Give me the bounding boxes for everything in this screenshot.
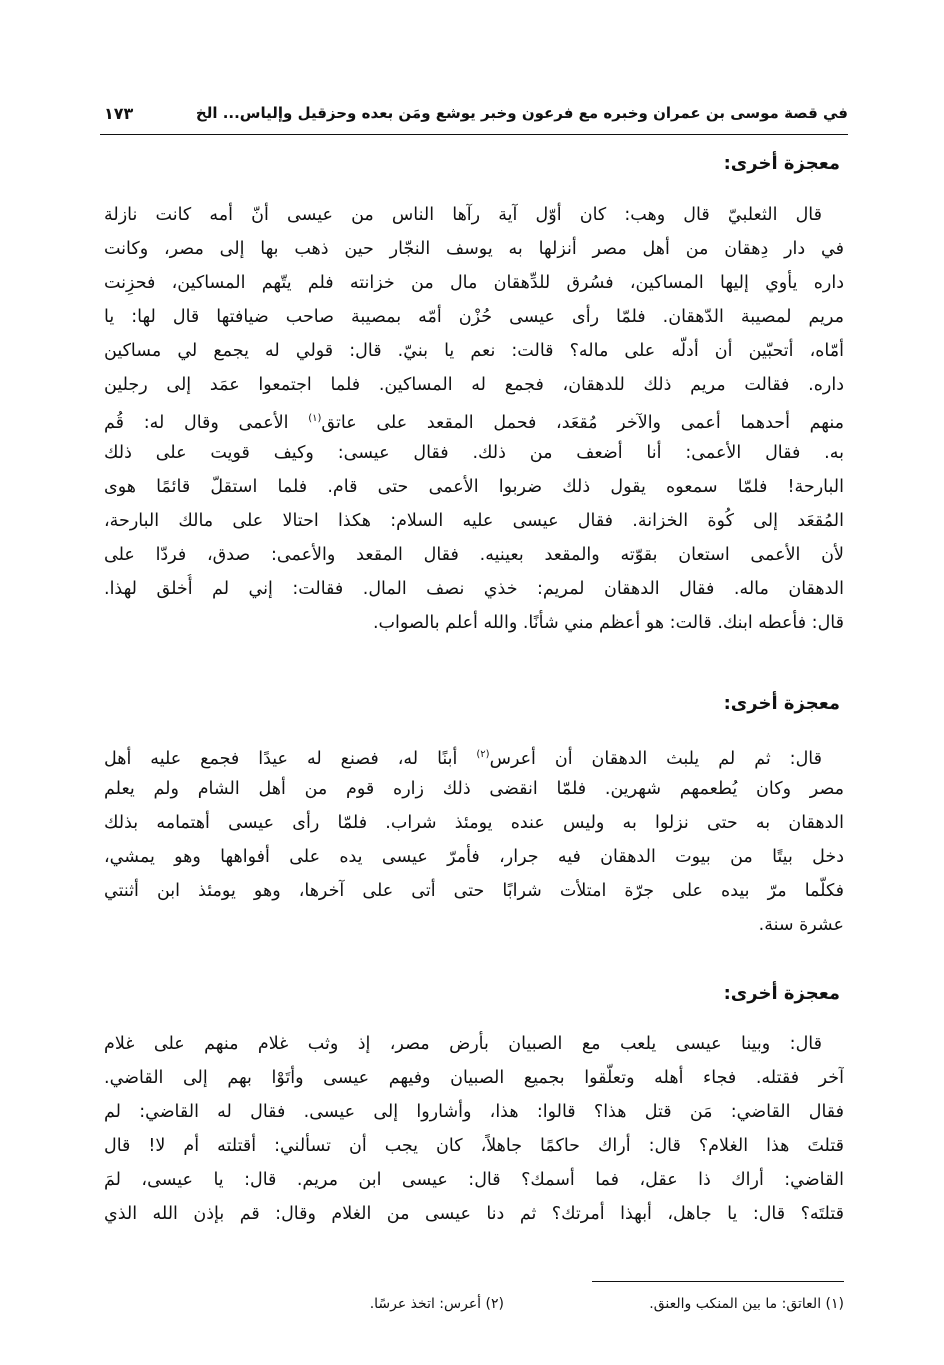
text-line: قال: فأعطه ابنك. قالت: هو أعظم مني شأنًا. والله أعلم بالصواب.	[372, 613, 844, 633]
text-line: قتلتَه؟ قال: يا جاهل، أبهذا أمرتك؟ ثم دنا عيسى من الغلام وقال: قم بإذن الله الذي	[104, 1204, 844, 1224]
text-segment: الأعمى وقال له: قُم	[104, 412, 289, 433]
running-header	[100, 100, 848, 135]
section-heading: معجزة أخرى:	[723, 693, 840, 714]
text-line: آخر فقتله. فجاء أهله وتعلّقوا بجميع الصبيان وفيهم عيسى وأتَوْا بهم إلى القاضي.	[104, 1068, 844, 1088]
text-line: داره. فقالت مريم ذلك للدهقان، فجمع له المساكين. فلما اجتمعوا عمَد إلى رجلين	[104, 375, 844, 395]
text-line: مريم لمصيبة الدّهقان. فلمّا رأى عيسى حُزْن أمّه بمصيبة صاحب ضيافتها قال لها: يا	[104, 307, 844, 327]
text-line: الدهقان ماله. فقال الدهقان لمريم: خذي نصف المال. فقالت: إني لم أُخلق لهذا.	[104, 579, 844, 599]
text-segment: قال: ثم لم يلبث الدهقان أن أعرس	[489, 748, 822, 769]
text-segment: منهم أحدهما أعمى والآخر مُقعَد، فحمل المقعد على عاتق	[321, 412, 844, 433]
text-line: البارحة! فلمّا سمعوه يقول ذلك ضربوا الأعمى حتى قام. فلما استقلّ قائمًا هوى	[104, 477, 844, 497]
section-heading: معجزة أخرى:	[723, 983, 840, 1004]
text-line: في دار دِهقان من أهل مصر أنزلها به يوسف النجّار حين ذهب بها إلى مصر، وكانت	[104, 239, 844, 259]
text-line: المُقعَد إلى كُوة الخزانة. فقال عيسى عليه السلام: هكذا احتالا على مالك البارحة،	[104, 511, 844, 531]
section-heading: معجزة أخرى:	[723, 153, 840, 174]
text-line: قتلتَ هذا الغلام؟ قال: أراك حاكمًا جاهلاً، كان يجب أن تسألني: أقتلته أم لا! قال	[104, 1136, 844, 1156]
footnote-divider	[592, 1281, 844, 1282]
text-line: الدهقان به حتى نزلوا به وليس عنده يومئذ شراب. فلمّا رأى عيسى أهتمامه بذلك	[104, 813, 844, 833]
header-title: في قصة موسى بن عمران وخبره مع فرعون وخبر يوشع ومَن بعده وحزقيل وإلياس... الخ	[195, 104, 848, 122]
text-line: مصر وكان يُطعمهم شهرين. فلمّا انقضى ذلك زاره قوم من أهل الشام ولم يعلم	[104, 779, 844, 799]
footnote-ref: (٢)	[476, 749, 490, 760]
text-line: داره يأوي إليها المساكين، فسُرق للدِّهقان مال من خزانته فلم يتّهم المساكين، فحزِنت	[104, 273, 844, 293]
text-line: قال الثعلبيّ قال وهب: كان أوّل آية رآها الناس من عيسى أنّ أمه كانت نازلة	[104, 205, 822, 225]
text-line	[104, 740, 844, 770]
text-line: دخل بيتًا من بيوت الدهقان فيه جرار، فأمرّ عيسى يده على أفواهها وهو يمشي،	[104, 847, 844, 867]
text-segment: أبنًا له، فصنع له عيدًا فجمع عليه أهل	[104, 748, 458, 769]
text-line: فقال القاضي: مَن قتل هذا؟ قالوا: هذا، وأشاروا إلى عيسى. فقال له القاضي: لم	[104, 1102, 844, 1122]
footnote: (١) العاتق: ما بين المنكب والعنق.	[649, 1296, 844, 1312]
footnote: (٢) أعرس: اتخذ عرسًا.	[369, 1296, 504, 1312]
text-line: عشرة سنة.	[758, 915, 844, 935]
text-line	[104, 404, 844, 434]
text-line: القاضي: أراك ذا عقل، فما أسمك؟ قال: عيسى ابن مريم. قال: يا عيسى، لمَ	[104, 1170, 844, 1190]
page-number: ١٧٣	[104, 104, 134, 123]
footnote-ref: (١)	[308, 413, 322, 424]
text-line: به. فقال الأعمى: أنا أضعف من ذلك. فقال عيسى: وكيف قويت على ذلك	[104, 443, 844, 463]
text-line: قال: وبينا عيسى يلعب مع الصبيان بأرض مصر، إذ وثب غلام منهم على غلام	[104, 1034, 822, 1054]
text-line: فكلّما مرّ بيده على جرّة امتلأت شرابًا حتى أتى على آخرها، وهو يومئذ ابن أثنتي	[104, 881, 844, 901]
text-line: أمّاه، أتحبّين أن أدلّه على ماله؟ قالت: نعم يا بنيّ. قال: قولي له يجمع لي مساكين	[104, 341, 844, 361]
text-line: لأن الأعمى استعان بقوّته والمقعد بعينيه. فقال المقعد والأعمى: صدق، فردّا على	[104, 545, 844, 565]
